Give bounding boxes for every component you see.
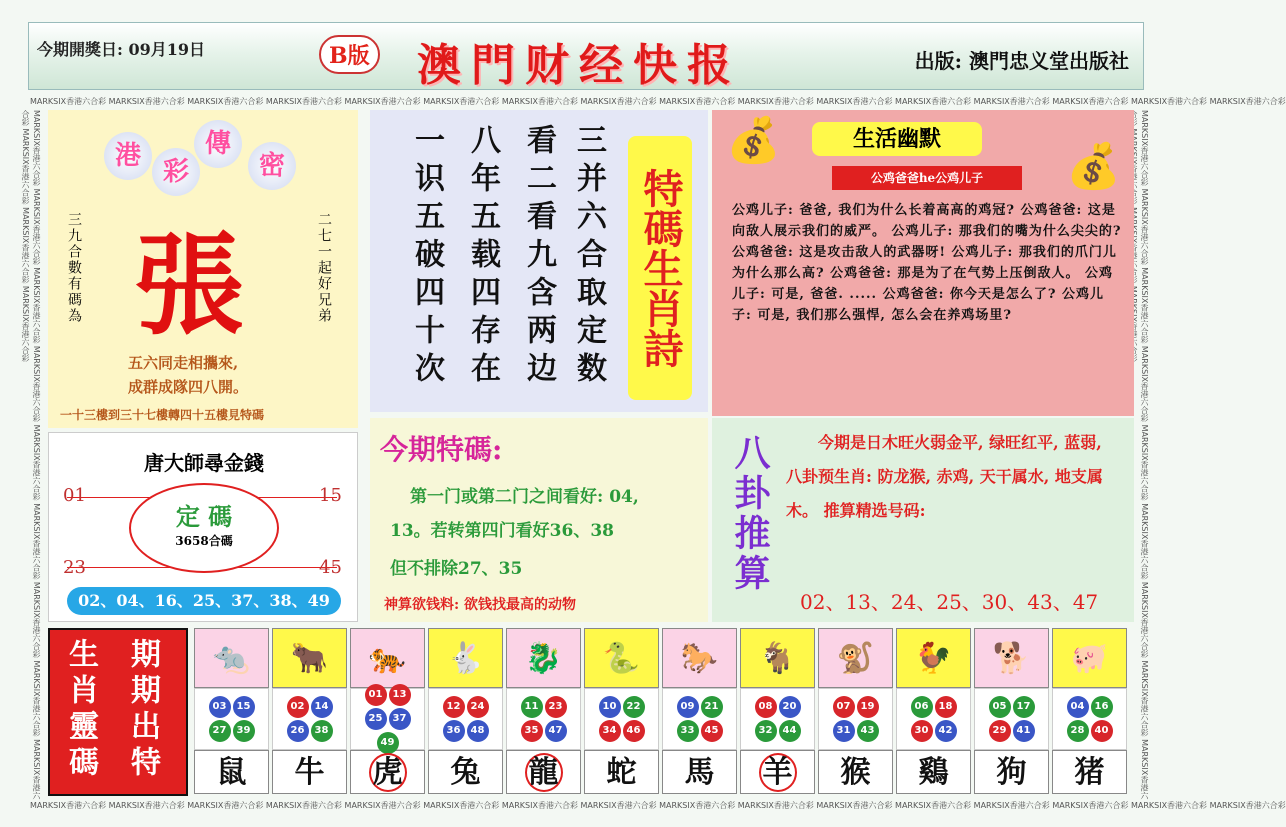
number-ball: 01 xyxy=(365,684,387,706)
prediction-hint: 神算欲钱料: 欲钱找最高的动物 xyxy=(384,597,577,613)
number-ball: 42 xyxy=(935,720,957,742)
title-char: 港 xyxy=(104,132,152,180)
number-ball: 44 xyxy=(779,720,801,742)
number-ball: 33 xyxy=(677,720,699,742)
publisher: 出版: 澳門忠义堂出版社 xyxy=(914,49,1129,73)
zodiac-name: 虎 xyxy=(350,750,425,794)
zodiac-name: 鼠 xyxy=(194,750,269,794)
joke-text: 公鸡儿子: 爸爸, 我们为什么长着高高的鸡冠? 公鸡爸爸: 这是向敌人展示我们的威严。 公鸡儿子: 那我们的嘴为什么尖尖的? 公鸡爸爸: 这是攻击敌人的武器呀! 公鸡儿子: 那我们的爪门儿为什么那么高? 公鸡爸爸: 那是为了在气势上压倒敌人。 公鸡儿子: 可是, 爸爸. ..... 公鸡爸爸: 你今天是怎么了? 公鸡儿子: 可是, 我们那么强悍, 怎么会在养鸡场里? xyxy=(732,203,1122,323)
prediction-line: 但不排除27、35 xyxy=(390,559,523,579)
zodiac-name: 牛 xyxy=(272,750,347,794)
number-ball: 47 xyxy=(545,720,567,742)
bagua-panel xyxy=(712,418,1134,622)
number-ball: 30 xyxy=(911,720,933,742)
number-ball: 25 xyxy=(365,708,387,730)
number-ball: 48 xyxy=(467,720,489,742)
hong-kong-secret-panel xyxy=(48,110,358,428)
panel-title: 今期特碼: xyxy=(380,433,503,466)
poem-column: 看二看九含两边 xyxy=(521,124,556,390)
header-banner xyxy=(28,22,1144,90)
zodiac-name: 羊 xyxy=(740,750,815,794)
number-balls xyxy=(1052,688,1127,750)
right-verse: 二七一起好兄弟 xyxy=(316,212,332,324)
number-ball: 29 xyxy=(989,720,1011,742)
number-ball: 22 xyxy=(623,696,645,718)
left-border-strip: MARKSIX香港六合彩 MARKSIX香港六合彩 MARKSIX香港六合彩 MARKSIX香港六合彩 MARKSIX香港六合彩 MARKSIX香港六合彩 MARKSIX香港六合彩 MARKSIX香港六合彩 MARKSIX香港六合彩 MARKSIX香港六合彩 MARKSIX香港六合彩 MARKSIX香港六合彩 xyxy=(21,110,41,800)
number-ball: 26 xyxy=(287,720,309,742)
humor-panel xyxy=(712,110,1134,416)
zodiac-name: 猴 xyxy=(818,750,893,794)
number-ball: 31 xyxy=(833,720,855,742)
tiger-icon: 🐅 xyxy=(350,628,425,688)
number-ball: 12 xyxy=(443,696,465,718)
joke-subtitle: 公鸡爸爸he公鸡儿子 xyxy=(832,166,1022,190)
number-ball: 16 xyxy=(1091,696,1113,718)
center-subtitle: 3658合碼 xyxy=(175,534,233,548)
snake-icon: 🐍 xyxy=(584,628,659,688)
title-column: 期期出特 xyxy=(125,638,160,782)
number-balls xyxy=(740,688,815,750)
number-balls xyxy=(818,688,893,750)
paper-title: 澳門财经快报 xyxy=(417,40,741,91)
zodiac-column-snake xyxy=(584,628,659,794)
issue-date: 今期開獎日: 09月19日 xyxy=(37,40,206,59)
title-char: 傳 xyxy=(194,120,242,168)
number-ball: 21 xyxy=(701,696,723,718)
mascot-icon: 💰 xyxy=(1066,141,1121,192)
verse-line-3: 一十三樓到三十七樓轉四十五樓見特碼 xyxy=(60,408,265,422)
corner-number: 23 xyxy=(63,557,86,578)
number-balls xyxy=(194,688,269,750)
corner-number: 15 xyxy=(319,485,342,506)
zodiac-column-monkey xyxy=(818,628,893,794)
number-ball: 35 xyxy=(521,720,543,742)
center-ellipse xyxy=(129,483,279,573)
verse-line-2: 成群成隊四八開。 xyxy=(128,378,249,396)
master-tang-panel xyxy=(48,432,358,622)
rabbit-icon: 🐇 xyxy=(428,628,503,688)
zodiac-table-title xyxy=(48,628,188,796)
number-ball: 27 xyxy=(209,720,231,742)
number-ball: 02 xyxy=(287,696,309,718)
number-ball: 49 xyxy=(377,732,399,754)
title-column: 生肖靈碼 xyxy=(63,638,98,782)
mascot-icon: 💰 xyxy=(726,115,781,166)
bagua-text: 今期是日木旺火弱金平, 绿旺红平, 蓝弱, 八卦预生肖: 防龙猴, 赤鸡, 天干属水, 地支属木。 推算精选号码: xyxy=(786,433,1103,520)
poem-column: 八年五载四存在 xyxy=(465,124,500,390)
number-ball: 06 xyxy=(911,696,933,718)
number-ball: 05 xyxy=(989,696,1011,718)
poem-column: 一识五破四十次 xyxy=(409,124,444,390)
number-ball: 17 xyxy=(1013,696,1035,718)
number-balls xyxy=(662,688,737,750)
number-ball: 08 xyxy=(755,696,777,718)
monkey-icon: 🐒 xyxy=(818,628,893,688)
big-character: 張 xyxy=(134,221,244,350)
number-ball: 40 xyxy=(1091,720,1113,742)
dog-icon: 🐕 xyxy=(974,628,1049,688)
number-ball: 10 xyxy=(599,696,621,718)
left-verse: 三九合數有碼為 xyxy=(66,212,82,324)
fixed-numbers: 02、04、16、25、37、38、49 xyxy=(67,587,341,615)
zodiac-name: 馬 xyxy=(662,750,737,794)
prediction-line: 13。若转第四门看好36、38 xyxy=(390,521,614,541)
pig-icon: 🐖 xyxy=(1052,628,1127,688)
zodiac-name: 兔 xyxy=(428,750,503,794)
number-ball: 13 xyxy=(389,684,411,706)
edition-badge: B版 xyxy=(319,35,380,74)
zodiac-column-rat xyxy=(194,628,269,794)
side-title: 八卦推算 xyxy=(729,434,771,594)
number-ball: 32 xyxy=(755,720,777,742)
zodiac-column-tiger xyxy=(350,628,425,794)
number-ball: 24 xyxy=(467,696,489,718)
horse-icon: 🐎 xyxy=(662,628,737,688)
zodiac-column-dragon xyxy=(506,628,581,794)
number-balls xyxy=(428,688,503,750)
number-ball: 39 xyxy=(233,720,255,742)
zodiac-column-ox xyxy=(272,628,347,794)
verse-line-1: 五六同走相攜來, xyxy=(128,354,239,372)
title-char: 彩 xyxy=(152,148,200,196)
zodiac-name: 龍 xyxy=(506,750,581,794)
rat-icon: 🐀 xyxy=(194,628,269,688)
number-ball: 07 xyxy=(833,696,855,718)
zodiac-column-horse xyxy=(662,628,737,794)
zodiac-column-goat xyxy=(740,628,815,794)
number-ball: 46 xyxy=(623,720,645,742)
number-ball: 43 xyxy=(857,720,879,742)
number-balls xyxy=(272,688,347,750)
number-balls xyxy=(896,688,971,750)
number-balls xyxy=(350,688,425,750)
zodiac-column-rooster xyxy=(896,628,971,794)
number-ball: 19 xyxy=(857,696,879,718)
bottom-border-strip: MARKSIX香港六合彩 MARKSIX香港六合彩 MARKSIX香港六合彩 MARKSIX香港六合彩 MARKSIX香港六合彩 MARKSIX香港六合彩 MARKSIX香港六合彩 MARKSIX香港六合彩 MARKSIX香港六合彩 MARKSIX香港六合彩 MARKSIX香港六合彩 MARKSIX香港六合彩 MARKSIX香港六合彩 MARKSIX香港六合彩 MARKSIX香港六合彩 MARKSIX香港六合彩 xyxy=(30,801,1286,810)
number-ball: 34 xyxy=(599,720,621,742)
right-border-strip: MARKSIX香港六合彩 MARKSIX香港六合彩 MARKSIX香港六合彩 MARKSIX香港六合彩 MARKSIX香港六合彩 MARKSIX香港六合彩 MARKSIX香港六合彩 MARKSIX香港六合彩 MARKSIX香港六 xyxy=(1140,110,1149,800)
this-period-code-panel xyxy=(370,418,708,622)
number-ball: 41 xyxy=(1013,720,1035,742)
number-ball: 20 xyxy=(779,696,801,718)
special-code-poem-panel xyxy=(370,110,708,412)
zodiac-table xyxy=(48,628,1132,798)
zodiac-name: 鷄 xyxy=(896,750,971,794)
number-ball: 11 xyxy=(521,696,543,718)
number-ball: 15 xyxy=(233,696,255,718)
rooster-icon: 🐓 xyxy=(896,628,971,688)
number-ball: 18 xyxy=(935,696,957,718)
goat-icon: 🐐 xyxy=(740,628,815,688)
number-ball: 38 xyxy=(311,720,333,742)
dragon-icon: 🐉 xyxy=(506,628,581,688)
center-title: 定 碼 xyxy=(175,502,233,531)
side-title: 特碼生肖詩 xyxy=(628,136,692,400)
number-ball: 14 xyxy=(311,696,333,718)
corner-number: 01 xyxy=(63,485,86,506)
number-ball: 28 xyxy=(1067,720,1089,742)
poem-column: 三并六合取定数 xyxy=(571,124,606,390)
zodiac-column-rabbit xyxy=(428,628,503,794)
zodiac-name: 蛇 xyxy=(584,750,659,794)
top-border-strip: MARKSIX香港六合彩 MARKSIX香港六合彩 MARKSIX香港六合彩 MARKSIX香港六合彩 MARKSIX香港六合彩 MARKSIX香港六合彩 MARKSIX香港六合彩 MARKSIX香港六合彩 MARKSIX香港六合彩 MARKSIX香港六合彩 MARKSIX香港六合彩 MARKSIX香港六合彩 MARKSIX香港六合彩 MARKSIX香港六合彩 MARKSIX香港六合彩 MARKSIX香港六合彩 xyxy=(30,97,1286,106)
ox-icon: 🐂 xyxy=(272,628,347,688)
number-ball: 04 xyxy=(1067,696,1089,718)
number-balls xyxy=(974,688,1049,750)
zodiac-column-pig xyxy=(1052,628,1127,794)
number-ball: 03 xyxy=(209,696,231,718)
number-ball: 37 xyxy=(389,708,411,730)
title-char: 密 xyxy=(248,142,296,190)
number-ball: 23 xyxy=(545,696,567,718)
number-ball: 09 xyxy=(677,696,699,718)
number-balls xyxy=(506,688,581,750)
bagua-numbers: 02、13、24、25、30、43、47 xyxy=(800,590,1099,614)
panel-title: 生活幽默 xyxy=(812,122,982,156)
number-ball: 36 xyxy=(443,720,465,742)
number-ball: 45 xyxy=(701,720,723,742)
panel-title: 唐大師尋金錢 xyxy=(144,451,264,475)
zodiac-name: 猪 xyxy=(1052,750,1127,794)
corner-number: 45 xyxy=(319,557,342,578)
number-balls xyxy=(584,688,659,750)
zodiac-name: 狗 xyxy=(974,750,1049,794)
prediction-line: 第一门或第二门之间看好: 04, xyxy=(410,487,639,507)
zodiac-column-dog xyxy=(974,628,1049,794)
